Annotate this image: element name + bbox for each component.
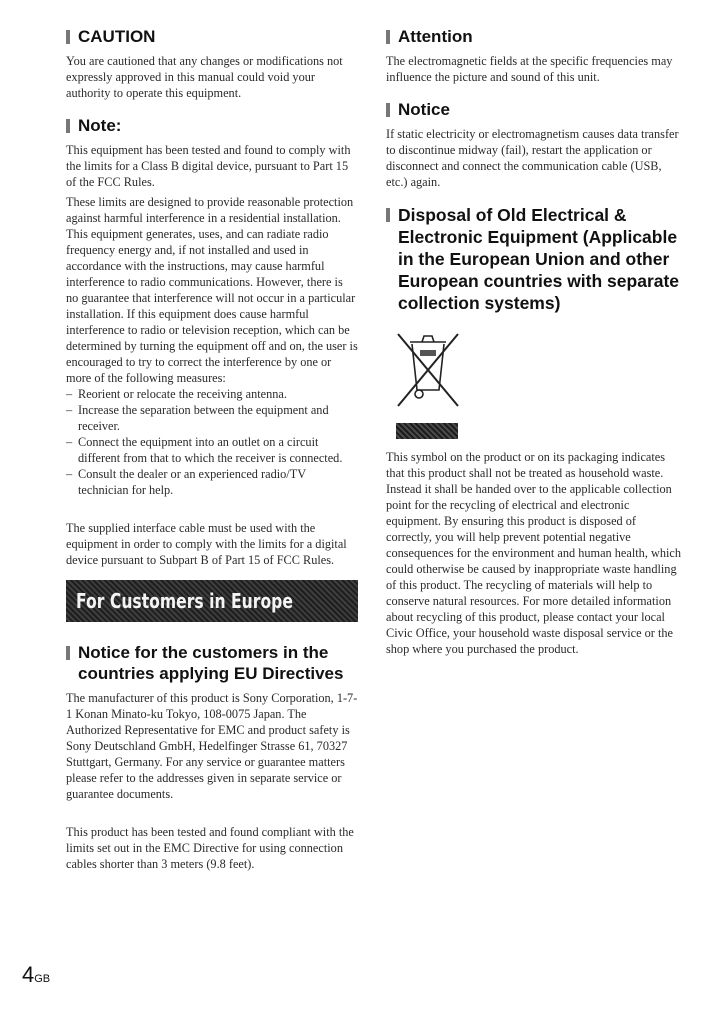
attention-heading: Attention: [386, 26, 682, 47]
note-paragraph-3: The supplied interface cable must be used with the equipment in order to comply with the limits for a digital device pursuant to Subpart B of Part 15 of FCC Rules.: [66, 521, 347, 567]
disposal-heading: Disposal of Old Electrical & Electronic Equipment (Applicable in the European Union and other European countries with separate collection systems): [386, 204, 682, 314]
list-item: – Consult the dealer or an experienced radio/TV technician for help.: [66, 466, 358, 498]
note-paragraph-1: This equipment has been tested and found to comply with the limits for a Class B digital device, pursuant to Part 15 of the FCC Rules.: [66, 143, 351, 189]
left-column: [66, 26, 358, 872]
list-item: – Reorient or relocate the receiving antenna.: [66, 386, 358, 402]
heading-marker: [66, 646, 70, 660]
heading-marker: [66, 30, 70, 44]
disposal-text: This symbol on the product or on its packaging indicates that this product shall not be treated as household waste. Instead it shall be handed over to the applicable collection point for the recycling of electrical and electronic equipment. By ensuring this product is disposed of correctly, you will help prevent potential negative consequences for the environment and human health, which could otherwise be caused by inappropriate waste handling of this product. The recycling of materials will help to conserve natural resources. For more detailed information about recycling of this product, please contact your local Civic Office, your household waste disposal service or the shop where you purchased the product.: [386, 450, 682, 656]
europe-banner: [66, 580, 358, 622]
list-item: – Connect the equipment into an outlet on a circuit different from that to which the receiver is connected.: [66, 434, 358, 466]
caution-heading: CAUTION: [66, 26, 358, 47]
eu-notice-paragraph-2: This product has been tested and found compliant with the limits set out in the EMC Directive for using connection cables shorter than 3 meters (9.8 feet).: [66, 825, 354, 871]
right-column: [386, 26, 682, 657]
eu-notice-heading: Notice for the customers in the countries applying EU Directives: [66, 642, 358, 684]
list-item: – Increase the separation between the equipment and receiver.: [66, 402, 358, 434]
page-number: 4GB: [22, 962, 51, 987]
heading-marker: [386, 103, 390, 117]
caution-text: You are cautioned that any changes or modifications not expressly approved in this manual could void your authority to operate this equipment.: [66, 54, 343, 100]
note-paragraph-2: These limits are designed to provide reasonable protection against harmful interference in a residential installation. This equipment generates, uses, and can radiate radio frequency energy and, if not installed and used in accordance with the instructions, may cause harmful interference to radio communications. However, there is no guarantee that interference will not occur in a particular installation. If this equipment does cause harmful interference to radio or television reception, which can be determined by turning the equipment off and on, the user is encouraged to try to correct the interference by one or more of the following measures:: [66, 195, 358, 385]
eu-notice-paragraph-1: The manufacturer of this product is Sony Corporation, 1-7-1 Konan Minato-ku Tokyo, 108-0075 Japan. The Authorized Representative for EMC and product safety is Sony Deutschland GmbH, Hedelfinger Strasse 61, 70327 Stuttgart, Germany. For any service or guarantee matters please refer to the addresses given in separate service or guarantee documents.: [66, 691, 358, 801]
note-heading: Note:: [66, 115, 358, 136]
measures-list: [66, 386, 358, 498]
notice-text: If static electricity or electromagnetism causes data transfer to discontinue midway (fail), restart the application or disconnect and connect the communication cable (USB, etc.) again.: [386, 127, 679, 189]
notice-heading: Notice: [386, 99, 682, 120]
weee-symbol: [388, 320, 478, 439]
symbol-underline-bar: [396, 423, 458, 439]
heading-marker: [66, 119, 70, 133]
heading-marker: [386, 208, 390, 222]
banner-title: For Customers in Europe: [76, 589, 293, 613]
crossed-out-wheelie-bin-icon: [388, 320, 468, 412]
heading-marker: [386, 30, 390, 44]
attention-text: The electromagnetic fields at the specific frequencies may influence the picture and sound of this unit.: [386, 54, 673, 84]
